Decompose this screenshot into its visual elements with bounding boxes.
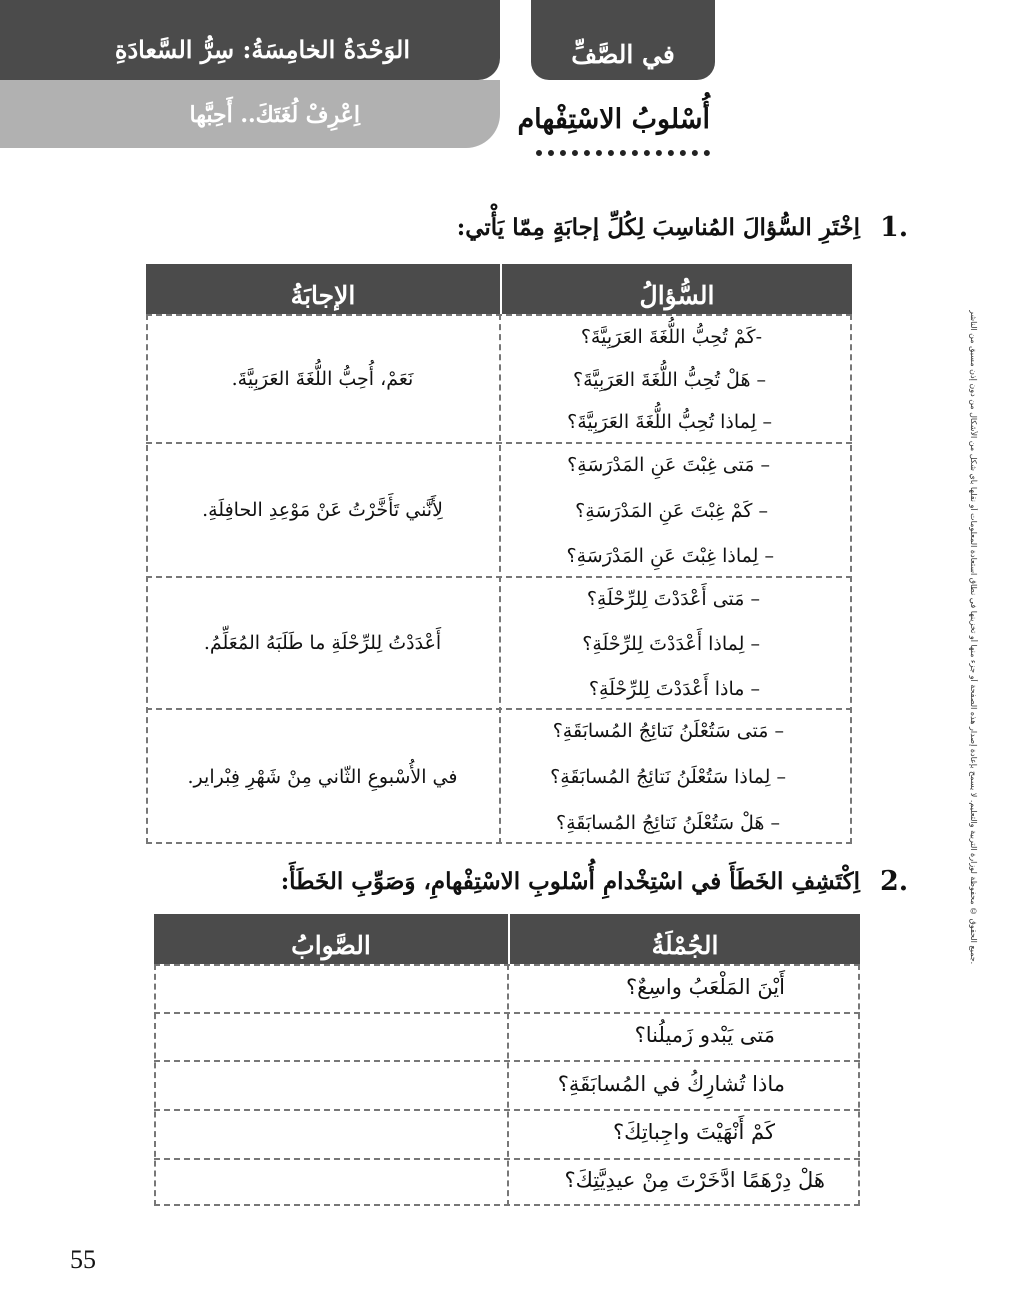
sentence: كَمْ أَنْهَيْتَ واجِباتِكَ؟ xyxy=(612,1120,775,1144)
row-divider xyxy=(154,1060,860,1062)
row-divider xyxy=(154,1158,860,1160)
row-divider xyxy=(154,1109,860,1111)
question-option: – لِماذا تُحِبُّ اللُّغَةَ العَرَبِيَّةَ؟ xyxy=(567,411,772,433)
row-divider xyxy=(154,1012,860,1014)
answer-text: نَعَمْ، أُحِبُّ اللُّغَةَ العَرَبِيَّةَ. xyxy=(231,368,414,390)
header-divider xyxy=(508,914,510,964)
sentence: أَيْنَ المَلْعَبُ واسِعٌ؟ xyxy=(626,975,785,999)
column-header-question: السُّؤالُ xyxy=(502,264,852,314)
question-1-text: اِخْتَرِ السُّؤالَ المُناسِبَ لِكُلِّ إجابَةٍ مِمّا يَأْتي: xyxy=(456,214,860,241)
sentence: هَلْ دِرْهَمًا ادَّخَرْتَ مِنْ عيدِيَّتِكَ؟ xyxy=(564,1168,825,1192)
answer-text: في الأُسْبوعِ الثّاني مِنْ شَهْرِ فِبْراير. xyxy=(187,766,458,788)
row-divider xyxy=(146,708,852,710)
question-option: – مَتى أَعْدَدْتَ لِلرِّحْلَةِ؟ xyxy=(586,588,760,610)
question-option: – لِماذا سَتُعْلَنُ نَتائِجُ المُسابَقَةِ؟ xyxy=(550,766,786,788)
unit-title: الوَحْدَةُ الخامِسَةُ: سِرُّ السَّعادَةِ xyxy=(114,35,410,64)
question-option: – لِماذا غِبْتَ عَنِ المَدْرَسَةِ؟ xyxy=(566,545,774,567)
question-option: – لِماذا أَعْدَدْتَ لِلرِّحْلَةِ؟ xyxy=(582,633,760,655)
question-1-number: 1. xyxy=(880,212,909,243)
table-divider xyxy=(499,314,501,844)
question-option: – كَمْ غِبْتَ عَنِ المَدْرَسَةِ؟ xyxy=(575,500,768,522)
copyright-note: جميع الحقوق © محفوظة لوزارة التربية والتعليم. لا يسمح بإعادة إصدار هذه الصفحة أو جزء منها أو تخزينها في نطاق استعادة المعلومات أو نقلها بأي شكل من الأشكال من دون إذن مسبق من الناشر. xyxy=(969,310,978,965)
table-divider xyxy=(507,964,509,1206)
column-header-sentence: الجُمْلَةُ xyxy=(510,914,860,964)
title-underline xyxy=(536,150,710,156)
page-number: 55 xyxy=(70,1245,96,1274)
sentence: ماذا تُشارِكُ في المُسابَقَةِ؟ xyxy=(557,1072,785,1096)
row-divider xyxy=(146,442,852,444)
question-option: – مَتى غِبْتَ عَنِ المَدْرَسَةِ؟ xyxy=(567,454,770,476)
question-option: – مَتى سَتُعْلَنُ نَتائِجُ المُسابَقَةِ؟ xyxy=(552,720,784,742)
question-option: – ماذا أَعْدَدْتَ لِلرِّحْلَةِ؟ xyxy=(588,678,760,700)
page-title: أُسْلوبُ الاسْتِفْهام xyxy=(517,104,710,135)
question-2-text: اِكْتَشِفِ الخَطَأَ في اسْتِخْدامِ أُسْلوبِ الاسْتِفْهامِ، وَصَوِّبِ الخَطَأَ: xyxy=(280,868,860,895)
row-divider xyxy=(146,576,852,578)
column-header-answer: الإجابَةُ xyxy=(146,264,500,314)
answer-text: لِأَنَّني تَأَخَّرْتُ عَنْ مَوْعِدِ الحافِلَةِ. xyxy=(202,499,443,521)
header-divider xyxy=(500,264,502,314)
sentence: مَتى يَبْدو زَميلُنا؟ xyxy=(634,1023,775,1047)
lesson-title: اِعْرِفْ لُغَتَكَ.. أَحِبَّها xyxy=(189,102,360,128)
question-option: – هَلْ تُحِبُّ اللُّغَةَ العَرَبِيَّةَ؟ xyxy=(573,369,766,391)
question-option: – هَلْ سَتُعْلَنُ نَتائِجُ المُسابَقَةِ؟ xyxy=(556,812,780,834)
answer-text: أَعْدَدْتُ لِلرِّحْلَةِ ما طَلَبَهُ المُعَلِّمُ. xyxy=(203,632,442,654)
question-option: -كَمْ تُحِبُّ اللُّغَةَ العَرَبِيَّةَ؟ xyxy=(580,326,762,348)
column-header-correct: الصَّوابُ xyxy=(154,914,508,964)
question-2-number: 2. xyxy=(880,866,909,897)
section-tab: في الصَّفِّ xyxy=(531,0,715,80)
